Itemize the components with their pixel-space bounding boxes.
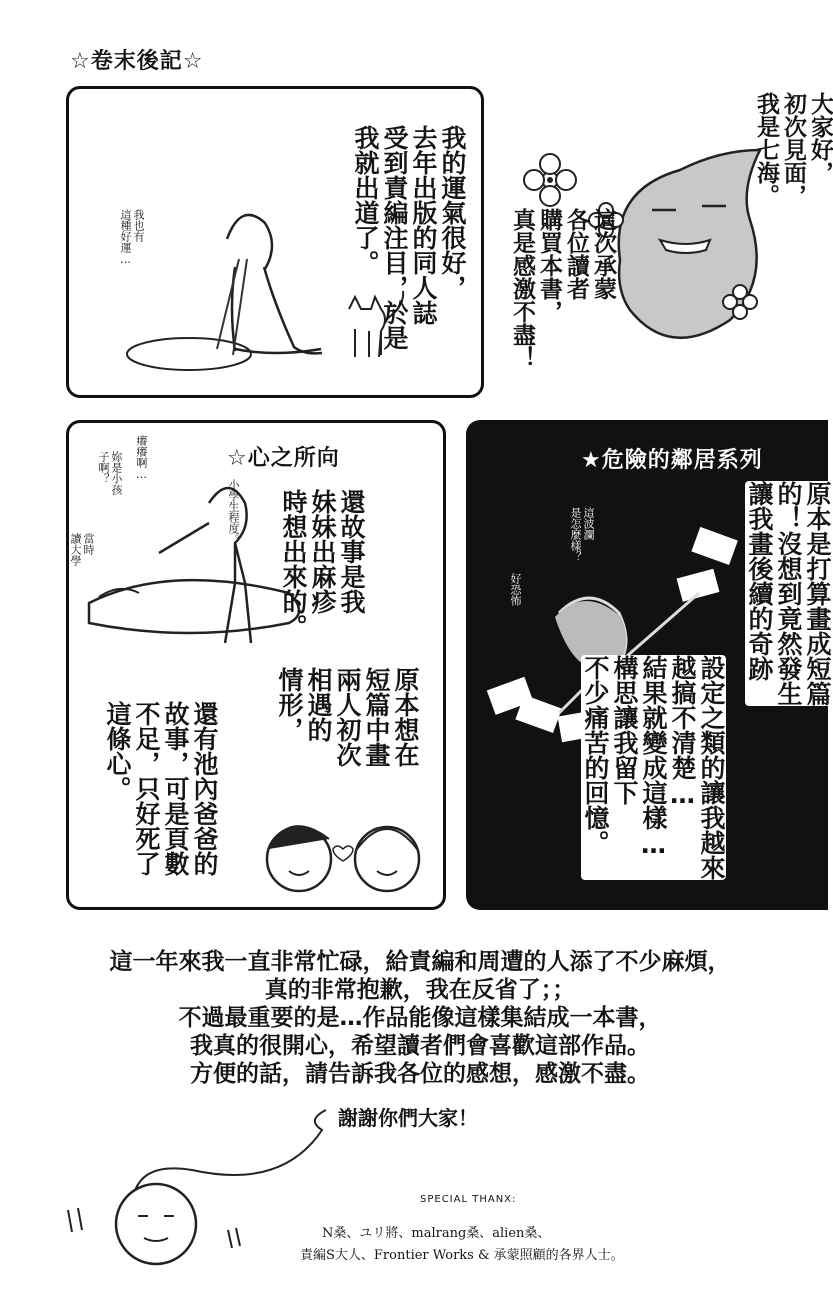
panel-kokoro (66, 420, 446, 910)
small-caption-scary: 好恐怖 (509, 573, 522, 606)
panel-dangerous-neighbor (466, 420, 832, 910)
couple-illustration (259, 809, 429, 899)
small-caption-lucky: 我也有 這種好運… (119, 209, 145, 266)
panel-text-first-meeting: 原本想在 短篇中畫 兩人初次 相遇的 情形， (275, 667, 420, 767)
panel-title: ☆心之所向 (227, 446, 340, 471)
afterword-line: 不過最重要的是…作品能像這樣集結成一本書， (178, 1005, 662, 1031)
afterword-line: 這一年來我一直非常忙碌，給責編和周遭的人添了不少麻煩， (109, 949, 731, 975)
afterword-line: 真的非常抱歉，我在反省了；； (264, 977, 576, 1003)
afterword-line: 我真的很開心，希望讀者們會喜歡這部作品。 (190, 1033, 650, 1059)
panel-text-ikeuchi: 還有池內爸爸的 故事，可是頁數 不足，只好死了 這條心。 (103, 701, 219, 876)
panel-text-origin: 還故事是我 妹妹出麻疹 時想出來的。 (279, 489, 366, 639)
heart-icon (333, 846, 353, 861)
special-thanks-heading: SPECIAL THANX: (420, 1194, 517, 1205)
small-caption-university: 當時 讀大學 (69, 533, 95, 566)
thanks-everyone: 謝謝你們大家！ (338, 1106, 478, 1130)
flower-icon (720, 282, 760, 322)
special-thanks-line: 責編S大人、Frontier Works & 承蒙照顧的各界人士。 (300, 1248, 624, 1263)
panel-text-settings: 設定之類的讓我越來 越搞不清楚… 結果就變成這樣… 構思讓我留下 不少痛苦的回憶。 (581, 655, 726, 880)
page-title: ☆卷末後記☆ (70, 49, 204, 74)
afterword-line: 方便的話，請告訴我各位的感想，感激不盡。 (190, 1061, 650, 1087)
small-caption-grade: 小學生程度。 (227, 479, 240, 545)
small-caption-itchy: 癢癢啊… (135, 435, 148, 481)
panel-debut (66, 86, 484, 398)
panel-title: ★危險的鄰居系列 (581, 448, 763, 473)
small-caption-child: 妳是小孩 子啊？ (97, 451, 123, 495)
panel-text-debut: 我的運氣很好， 去年出版的同人誌 受到責編注目，於是 我就出道了。 (351, 125, 467, 350)
small-caption-what: 這波瀾 是怎麼樣？ (569, 507, 595, 562)
afterword-message (100, 948, 740, 1088)
panel-text-originally: 原本是打算畫成短篇 的！沒想到竟然發生 讓我畫後續的奇跡 (745, 481, 832, 706)
mini-avatar-illustration (58, 1170, 248, 1270)
flower-icon (520, 150, 580, 210)
intro-thanks: 這次承蒙 各位讀者 購買本書， 真是感激不盡！ (509, 208, 616, 369)
intro-greeting: 大家好， 初次見面， 我是七海。 (753, 92, 833, 207)
special-thanks-line: N桑、ユリ將、malrang桑、alien桑、 (322, 1226, 551, 1241)
